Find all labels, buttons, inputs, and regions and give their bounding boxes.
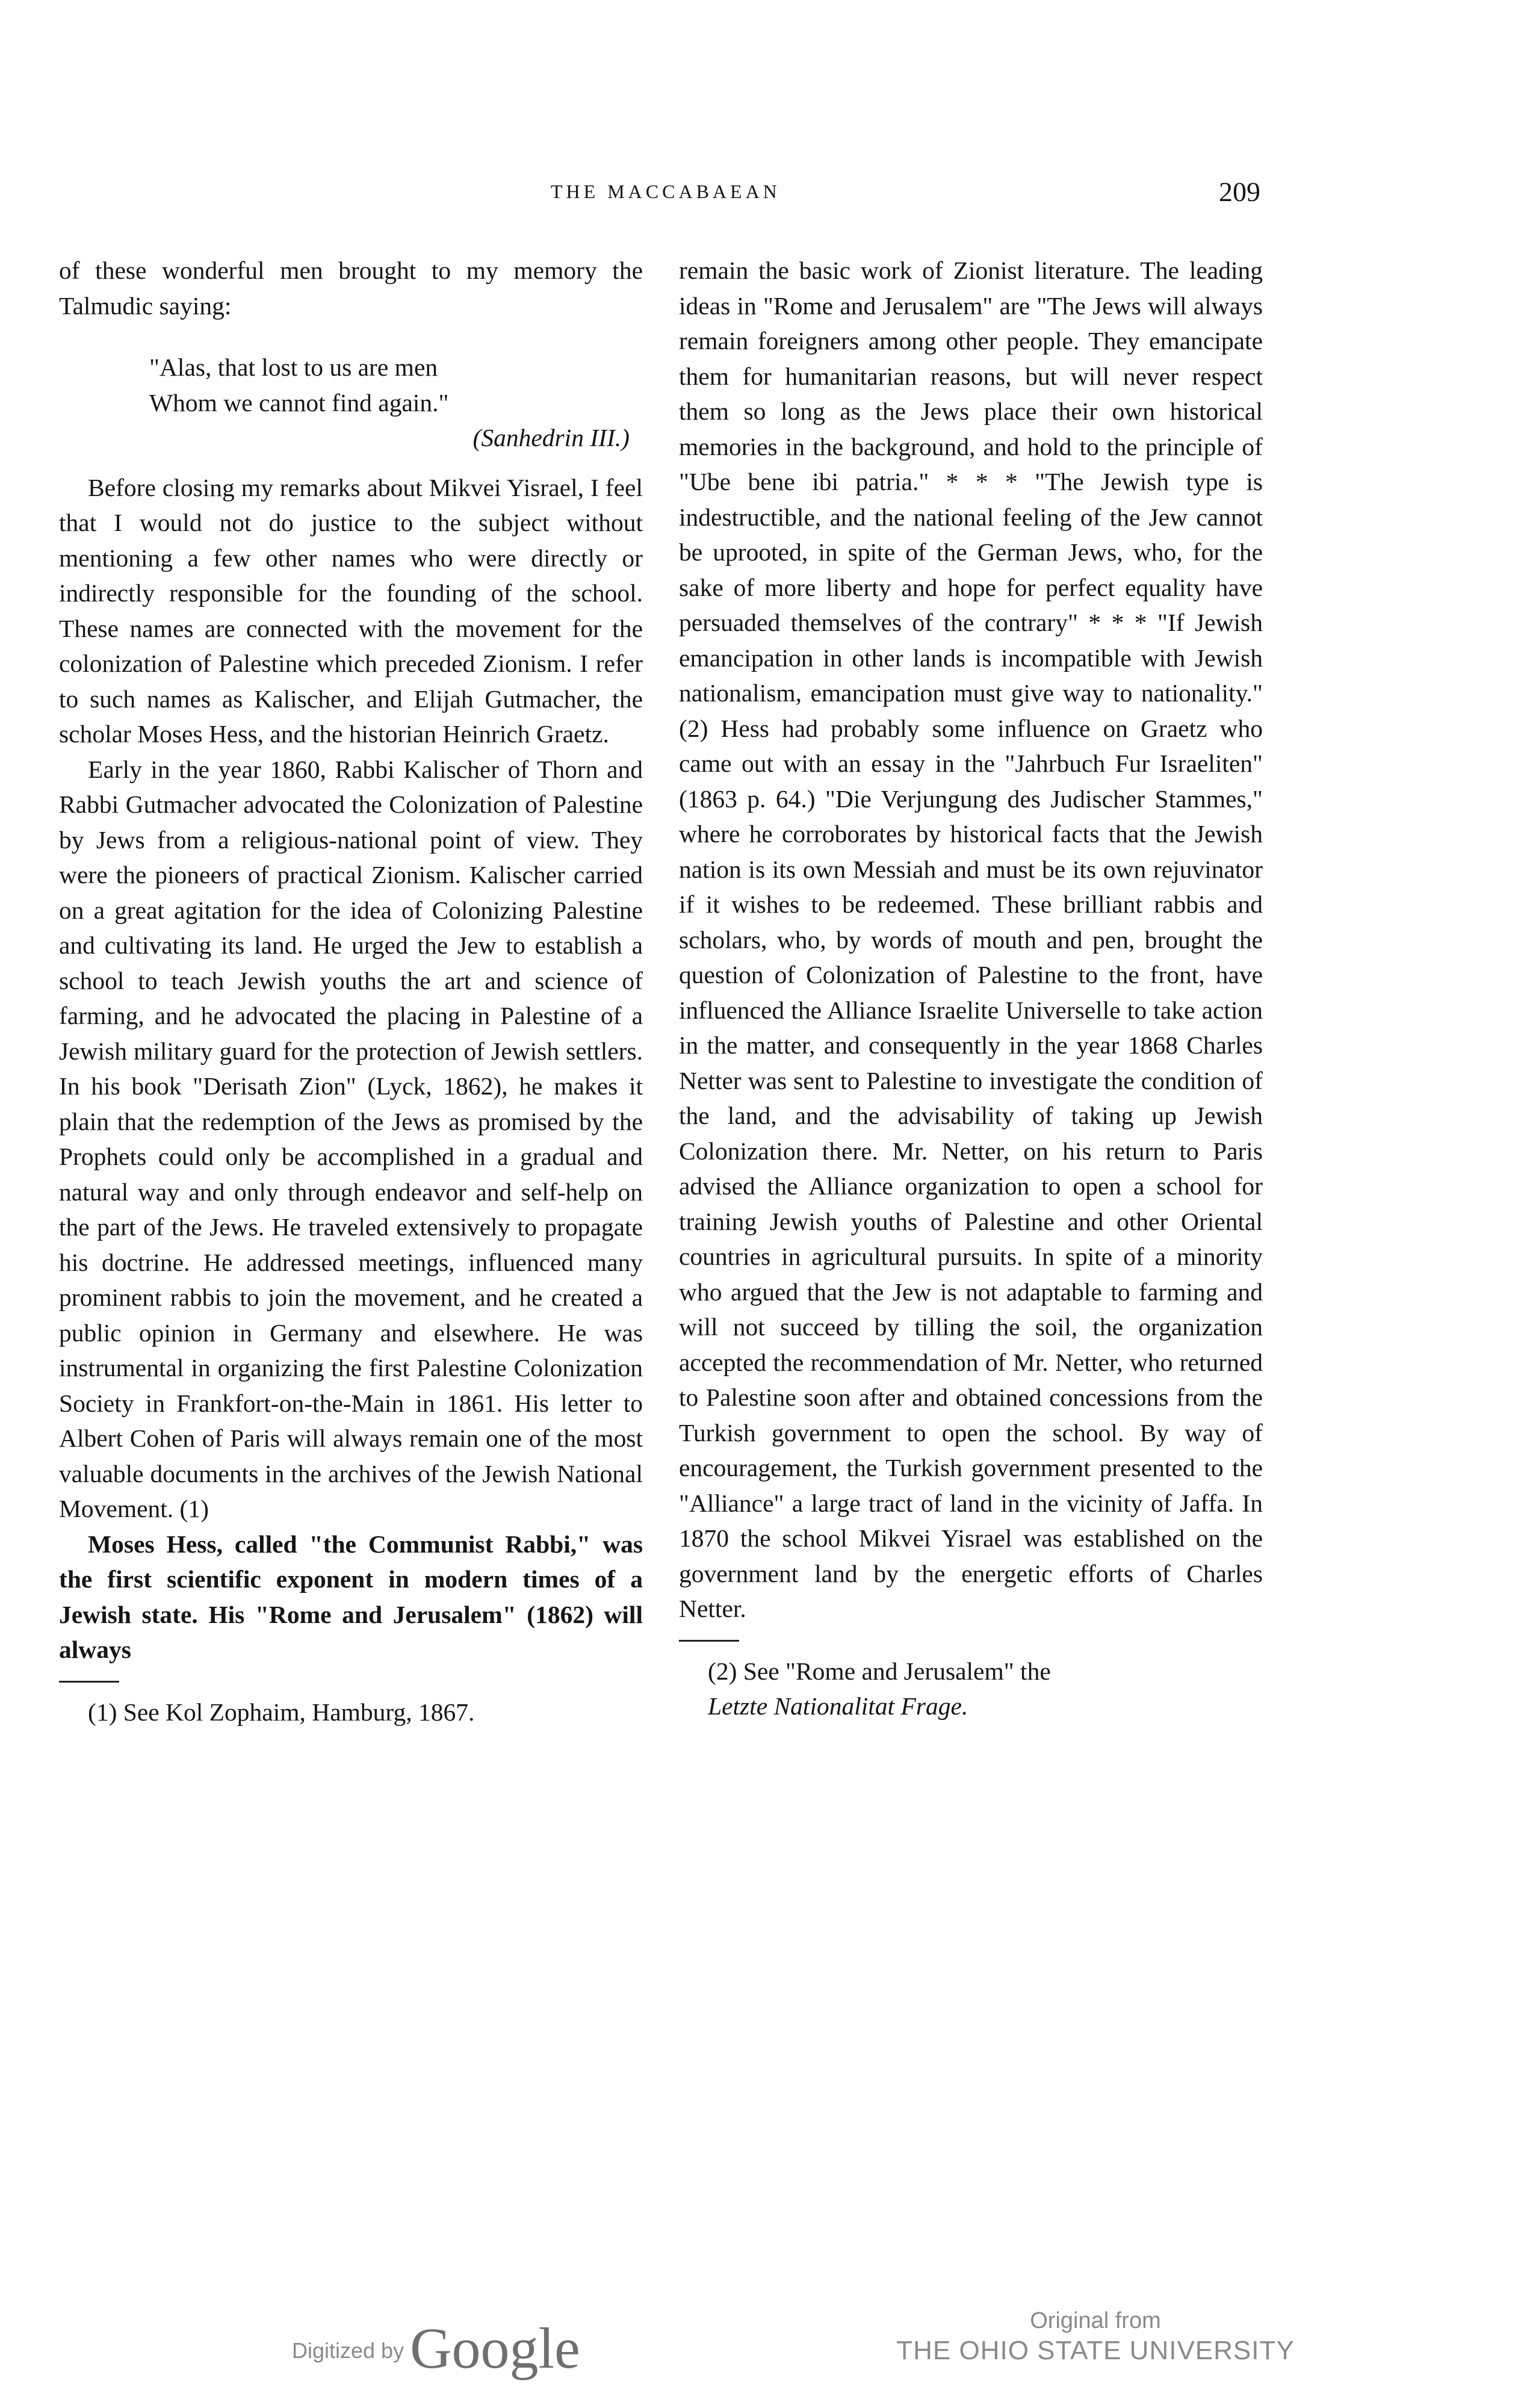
page-number: 209 xyxy=(1219,176,1260,207)
footnote-text: (2) See "Rome and Jerusalem" the xyxy=(708,1657,1051,1685)
original-from-watermark xyxy=(879,2306,1312,2366)
left-column xyxy=(59,253,643,1730)
paragraph: Moses Hess, called "the Communist Rabbi," was the first scientific exponent in modern times of a Jewish state. His "Rome and Jerusalem" (1862) will always xyxy=(59,1530,643,1663)
footnote-rule xyxy=(59,1681,119,1683)
digitized-by-label: Digitized by xyxy=(292,2338,404,2363)
running-head xyxy=(0,176,1524,217)
original-from-label: Original from xyxy=(1030,2308,1161,2333)
verse-citation: (Sanhedrin III.) xyxy=(472,424,630,452)
paragraph: remain the basic work of Zionist literature. The leading ideas in "Rome and Jerusalem" are "The Jews will always remain foreigners among other people. They emancipate them for humanitarian reasons, but will never respect them so long as the Jews place their own historical memories in the background, and hold to the principle of "Ube bene ibi patria." * * * "The Jewish type is indestructible, and the national feeling of the Jew cannot be uprooted, in spite of the German Jews, who, for the sake of more liberty and hope for perfect equality have persuaded themselves of the contrary" * * * "If Jewish emancipation in other lands is incompatible with Jewish nationalism, emancipation must give way to nationality." (2) Hess had probably some influence on Graetz who came out with an essay in the "Jahrbuch Fur Israeliten" (1863 p. 64.) "Die Verjungung des Judischer Stammes," where he corroborates by historical facts that the Jewish nation is its own Messiah and must be its own rejuvinator if it wishes to be redeemed. These brilliant rabbis and scholars, who, by words of mouth and pen, brought the question of Colonization of Palestine to the front, have influenced the Alliance Israelite Universelle to take action in the matter, and consequently in the year 1868 Charles Netter was sent to Palestine to investigate the condition of the land, and the advisability of taking up Jewish Colonization there. Mr. Netter, on his return to Paris advised the Alliance organization to open a school for training Jewish youths of Palestine and other Oriental countries in agricultural pursuits. In spite of a minority who argued that the Jew is not adaptable to farming and will not succeed by tilling the soil, the organization accepted the recommendation of Mr. Netter, who returned to Palestine soon after and obtained concessions from the Turkish government to open the school. By way of encouragement, the Turkish government presented to the "Alliance" a large tract of land in the vicinity of Jaffa. In 1870 the school Mikvei Yisrael was established on the government land by the energetic efforts of Charles Netter. xyxy=(679,256,1263,1622)
footnote-rule xyxy=(679,1640,739,1642)
paragraph: Before closing my remarks about Mikvei Yisrael, I feel that I would not do justice to the subject without mentioning a few other names who were directly or indirectly responsible for the founding of the school. These names are connected with the movement for the colonization of Palestine which preceded Zionism. I refer to such names as Kalischer, and Elijah Gutmacher, the scholar Moses Hess, and the historian Heinrich Graetz. xyxy=(59,473,643,748)
paragraph: Early in the year 1860, Rabbi Kalischer of Thorn and Rabbi Gutmacher advocated the Colonization of Palestine by Jews from a religious-national point of view. They were the pioneers of practical Zionism. Kalischer carried on a great agitation for the idea of Colonizing Palestine and cultivating its land. He urged the Jew to establish a school to teach Jewish youths the art and science of farming, and he advocated the placing in Palestine of a Jewish military guard for the protection of Jewish settlers. In his book "Derisath Zion" (Lyck, 1862), he makes it plain that the redemption of the Jews as promised by the Prophets could only be accomplished in a gradual and natural way and only through endeavor and self-help on the part of the Jews. He traveled extensively to propagate his doctrine. He addressed meetings, influenced many prominent rabbis to join the movement, and he created a public opinion in Germany and elsewhere. He was instrumental in organizing the first Palestine Colonization Society in Frankfort-on-the-Main in 1861. His letter to Albert Cohen of Paris will always remain one of the most valuable documents in the archives of the Jewish National Movement. (1) xyxy=(59,755,643,1522)
institution-name: THE OHIO STATE UNIVERSITY xyxy=(896,2336,1295,2365)
verse-quote xyxy=(149,350,643,456)
footnote-title: Letzte Nationalitat Frage. xyxy=(708,1692,968,1720)
paragraph: of these wonderful men brought to my memory the Talmudic saying: xyxy=(59,256,643,320)
verse-line: "Alas, that lost to us are men xyxy=(149,353,438,381)
footnote xyxy=(679,1654,1263,1724)
verse-line: Whom we cannot find again." xyxy=(149,388,449,417)
running-title: THE MACCABAEAN xyxy=(551,181,781,202)
google-logo: Google xyxy=(410,2316,580,2380)
footnote: (1) See Kol Zophaim, Hamburg, 1867. xyxy=(88,1698,475,1726)
right-column xyxy=(679,253,1263,1724)
digitized-by-watermark xyxy=(292,2315,580,2382)
